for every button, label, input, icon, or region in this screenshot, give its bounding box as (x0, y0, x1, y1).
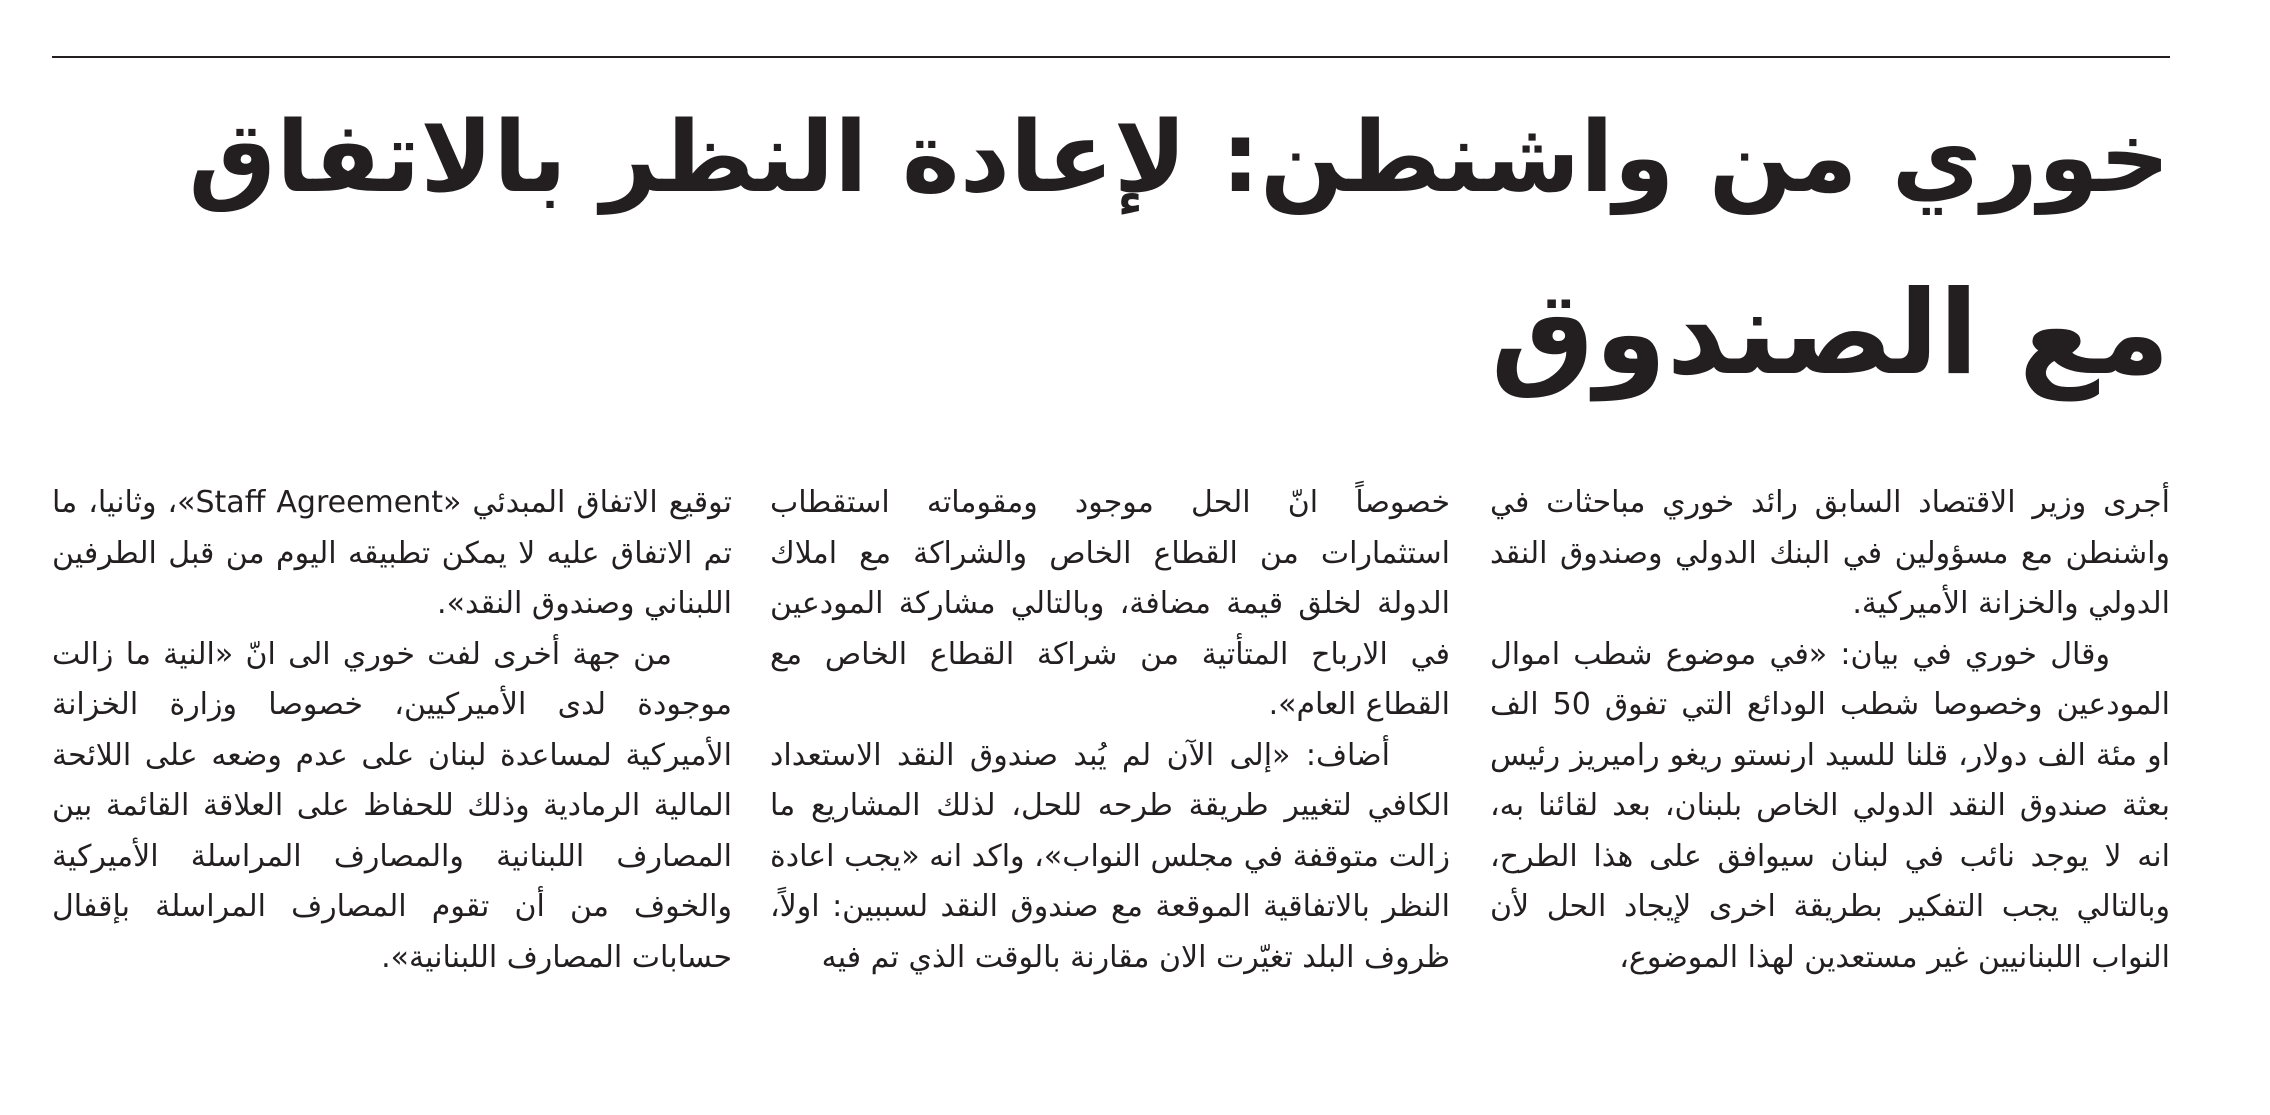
headline-line-1: خوري من واشنطن: لإعادة النظر بالاتفاق (188, 101, 2170, 215)
article-body (52, 478, 2170, 1078)
headline-line-2: مع الصندوق (1490, 266, 2170, 401)
article-column-1 (1490, 478, 2170, 983)
article-paragraph: وقال خوري في بيان: «في موضوع شطب اموال المودعين وخصوصا شطب الودائع التي تفوق 50 الف او مئة الف دولار، قلنا للسيد ارنستو ريغو راميريز رئيس بعثة صندوق النقد الدولي الخاص بلبنان، بعد لقائنا به، انه لا يوجد نائب في لبنان سيوافق على هذا الطرح، وبالتالي يجب التفكير بطريقة اخرى لإيجاد الحل لأن النواب اللبنانيين غير مستعدين لهذا الموضوع، (1490, 636, 2170, 975)
article-paragraph: خصوصاً انّ الحل موجود ومقوماته استقطاب استثمارات من القطاع الخاص والشراكة مع املاك الدولة لخلق قيمة مضافة، وبالتالي مشاركة المودعين في الارباح المتأتية من شراكة القطاع الخاص مع القطاع العام». (770, 485, 1450, 722)
article-column-2 (770, 478, 1450, 983)
article-paragraph: أجرى وزير الاقتصاد السابق رائد خوري مباحثات في واشنطن مع مسؤولين في البنك الدولي وصندوق النقد الدولي والخزانة الأميركية. (1490, 485, 2170, 621)
article-column-3 (52, 478, 732, 983)
headline (170, 70, 2170, 422)
article-paragraph: توقيع الاتفاق المبدئي «Staff Agreement»، وثانيا، ما تم الاتفاق عليه لا يمكن تطبيقه اليوم من قبل الطرفين اللبناني وصندوق النقد». (52, 485, 732, 621)
top-rule (52, 56, 2170, 58)
article-paragraph: أضاف: «إلى الآن لم يُبد صندوق النقد الاستعداد الكافي لتغيير طريقة طرحه للحل، لذلك المشاريع ما زالت متوقفة في مجلس النواب»، واكد انه «يجب اعادة النظر بالاتفاقية الموقعة مع صندوق النقد لسببين: اولاً، ظروف البلد تغيّرت الان مقارنة بالوقت الذي تم فيه (770, 737, 1450, 975)
article-paragraph: من جهة أخرى لفت خوري الى انّ «النية ما زالت موجودة لدى الأميركيين، خصوصا وزارة الخزانة الأميركية لمساعدة لبنان على عدم وضعه على اللائحة المالية الرمادية وذلك للحفاظ على العلاقة القائمة بين المصارف اللبنانية والمصارف المراسلة الأميركية والخوف من أن تقوم المصارف المراسلة بإقفال حسابات المصارف اللبنانية». (52, 636, 732, 975)
